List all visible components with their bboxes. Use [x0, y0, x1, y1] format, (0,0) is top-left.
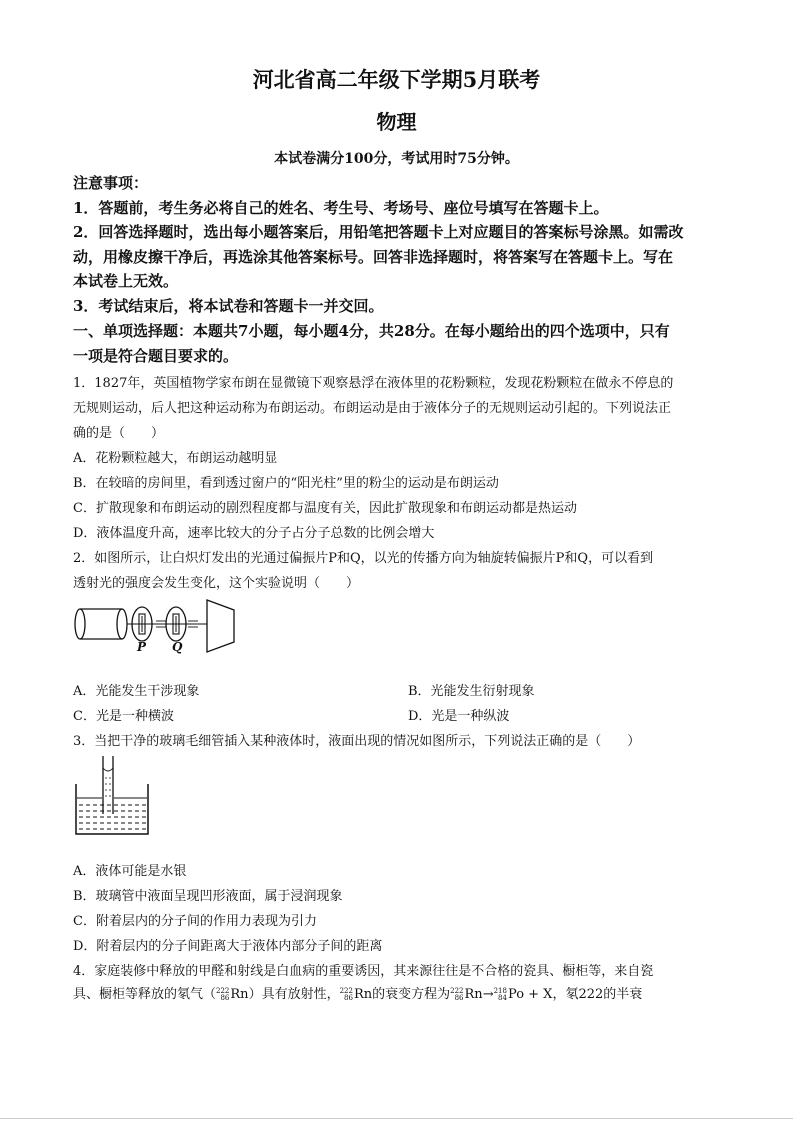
decay-arrow: →	[482, 987, 494, 1002]
note-2-line3: 本试卷上无效。	[73, 272, 179, 290]
q4-stem-line2	[73, 983, 642, 1007]
q3-option-b: B．玻璃管中液面呈现凹形液面，属于浸润现象	[73, 889, 343, 904]
page-title: 河北省高二年级下学期5月联考	[252, 67, 541, 92]
notes-heading: 注意事项：	[73, 174, 149, 192]
q1-option-d: D．液体温度升高，速率比较大的分子占分子总数的比例会增大	[73, 526, 435, 541]
polonium-nuclide: 218 84Po	[493, 986, 525, 1002]
q1-stem-line3: 确的是（ ）	[73, 426, 165, 441]
subject-title: 物理	[376, 110, 417, 134]
q2-stem-line1: 2．如图所示，让白炽灯发出的光通过偏振片P和Q，以光的传播方向为轴旋转偏振片P和Q，可以看到	[73, 551, 654, 566]
q2-stem-line2: 透射光的强度会发生变化，这个实验说明（ ）	[73, 576, 360, 591]
q1-option-a: A．花粉颗粒越大，布朗运动越明显	[73, 451, 278, 466]
q4-text-b: ）具有放射性，	[248, 987, 340, 1002]
radon-nuclide-3: 222 86Rn	[450, 986, 483, 1002]
polarizer-diagram	[72, 594, 242, 656]
capillary-diagram	[74, 752, 154, 838]
q3-option-a: A．液体可能是水银	[73, 864, 187, 879]
page-bottom-divider	[0, 1118, 793, 1119]
note-2-line1: 2．回答选择题时，选出每小题答案后，用铅笔把答题卡上对应题目的答案标号涂黑。如需改	[73, 223, 684, 241]
radon-nuclide-1: 222 86Rn	[216, 986, 249, 1002]
q1-option-b: B．在较暗的房间里，看到透过窗户的“阳光柱”里的粉尘的运动是布朗运动	[73, 476, 499, 491]
q4-text-c: 的衰变方程为	[372, 987, 451, 1002]
q2-option-b: B．光能发生衍射现象	[408, 684, 535, 699]
q1-stem-line1: 1．1827年，英国植物学家布朗在显微镜下观察悬浮在液体里的花粉颗粒，发现花粉颗粒在做永不停息的	[73, 376, 674, 391]
q2-option-c: C．光是一种横波	[73, 709, 174, 724]
q3-option-c: C．附着层内的分子间的作用力表现为引力	[73, 914, 317, 929]
note-3: 3．考试结束后，将本试卷和答题卡一并交回。	[73, 297, 384, 315]
q2-option-d: D．光是一种纵波	[408, 709, 510, 724]
q4-stem-line1: 4．家庭装修中释放的甲醛和射线是白血病的重要诱因，其来源往往是不合格的瓷具、橱柜等，来自瓷	[73, 964, 654, 979]
radon-nuclide-2: 222 86Rn	[339, 986, 373, 1002]
exam-info: 本试卷满分100分，考试用时75分钟。	[274, 151, 519, 167]
plus-x: + X	[528, 987, 553, 1002]
q4-text-d: ，氡222的半衰	[552, 987, 643, 1002]
q1-option-c: C．扩散现象和布朗运动的剧烈程度都与温度有关，因此扩散现象和布朗运动都是热运动	[73, 501, 577, 516]
note-2-line2: 动，用橡皮擦干净后，再选涂其他答案标号。回答非选择题时，将答案写在答题卡上。写在	[73, 248, 674, 266]
label-p: P	[137, 640, 147, 654]
label-q: Q	[172, 640, 183, 654]
section1-heading-line2: 一项是符合题目要求的。	[73, 347, 239, 365]
section1-heading-line1: 一、单项选择题：本题共7小题，每小题4分，共28分。在每小题给出的四个选项中，只有	[73, 322, 670, 340]
q1-stem-line2: 无规则运动，后人把这种运动称为布朗运动。布朗运动是由于液体分子的无规则运动引起的。下列说法正	[73, 401, 672, 416]
note-1: 1．答题前，考生务必将自己的姓名、考生号、考场号、座位号填写在答题卡上。	[73, 199, 609, 217]
q2-option-a: A．光能发生干涉现象	[73, 684, 200, 699]
q3-option-d: D．附着层内的分子间距离大于液体内部分子间的距离	[73, 939, 383, 954]
q4-text-a: 具、橱柜等释放的氡气（	[73, 987, 217, 1002]
q3-stem: 3．当把干净的玻璃毛细管插入某种液体时，液面出现的情况如图所示，下列说法正确的是（ ）	[73, 734, 641, 749]
